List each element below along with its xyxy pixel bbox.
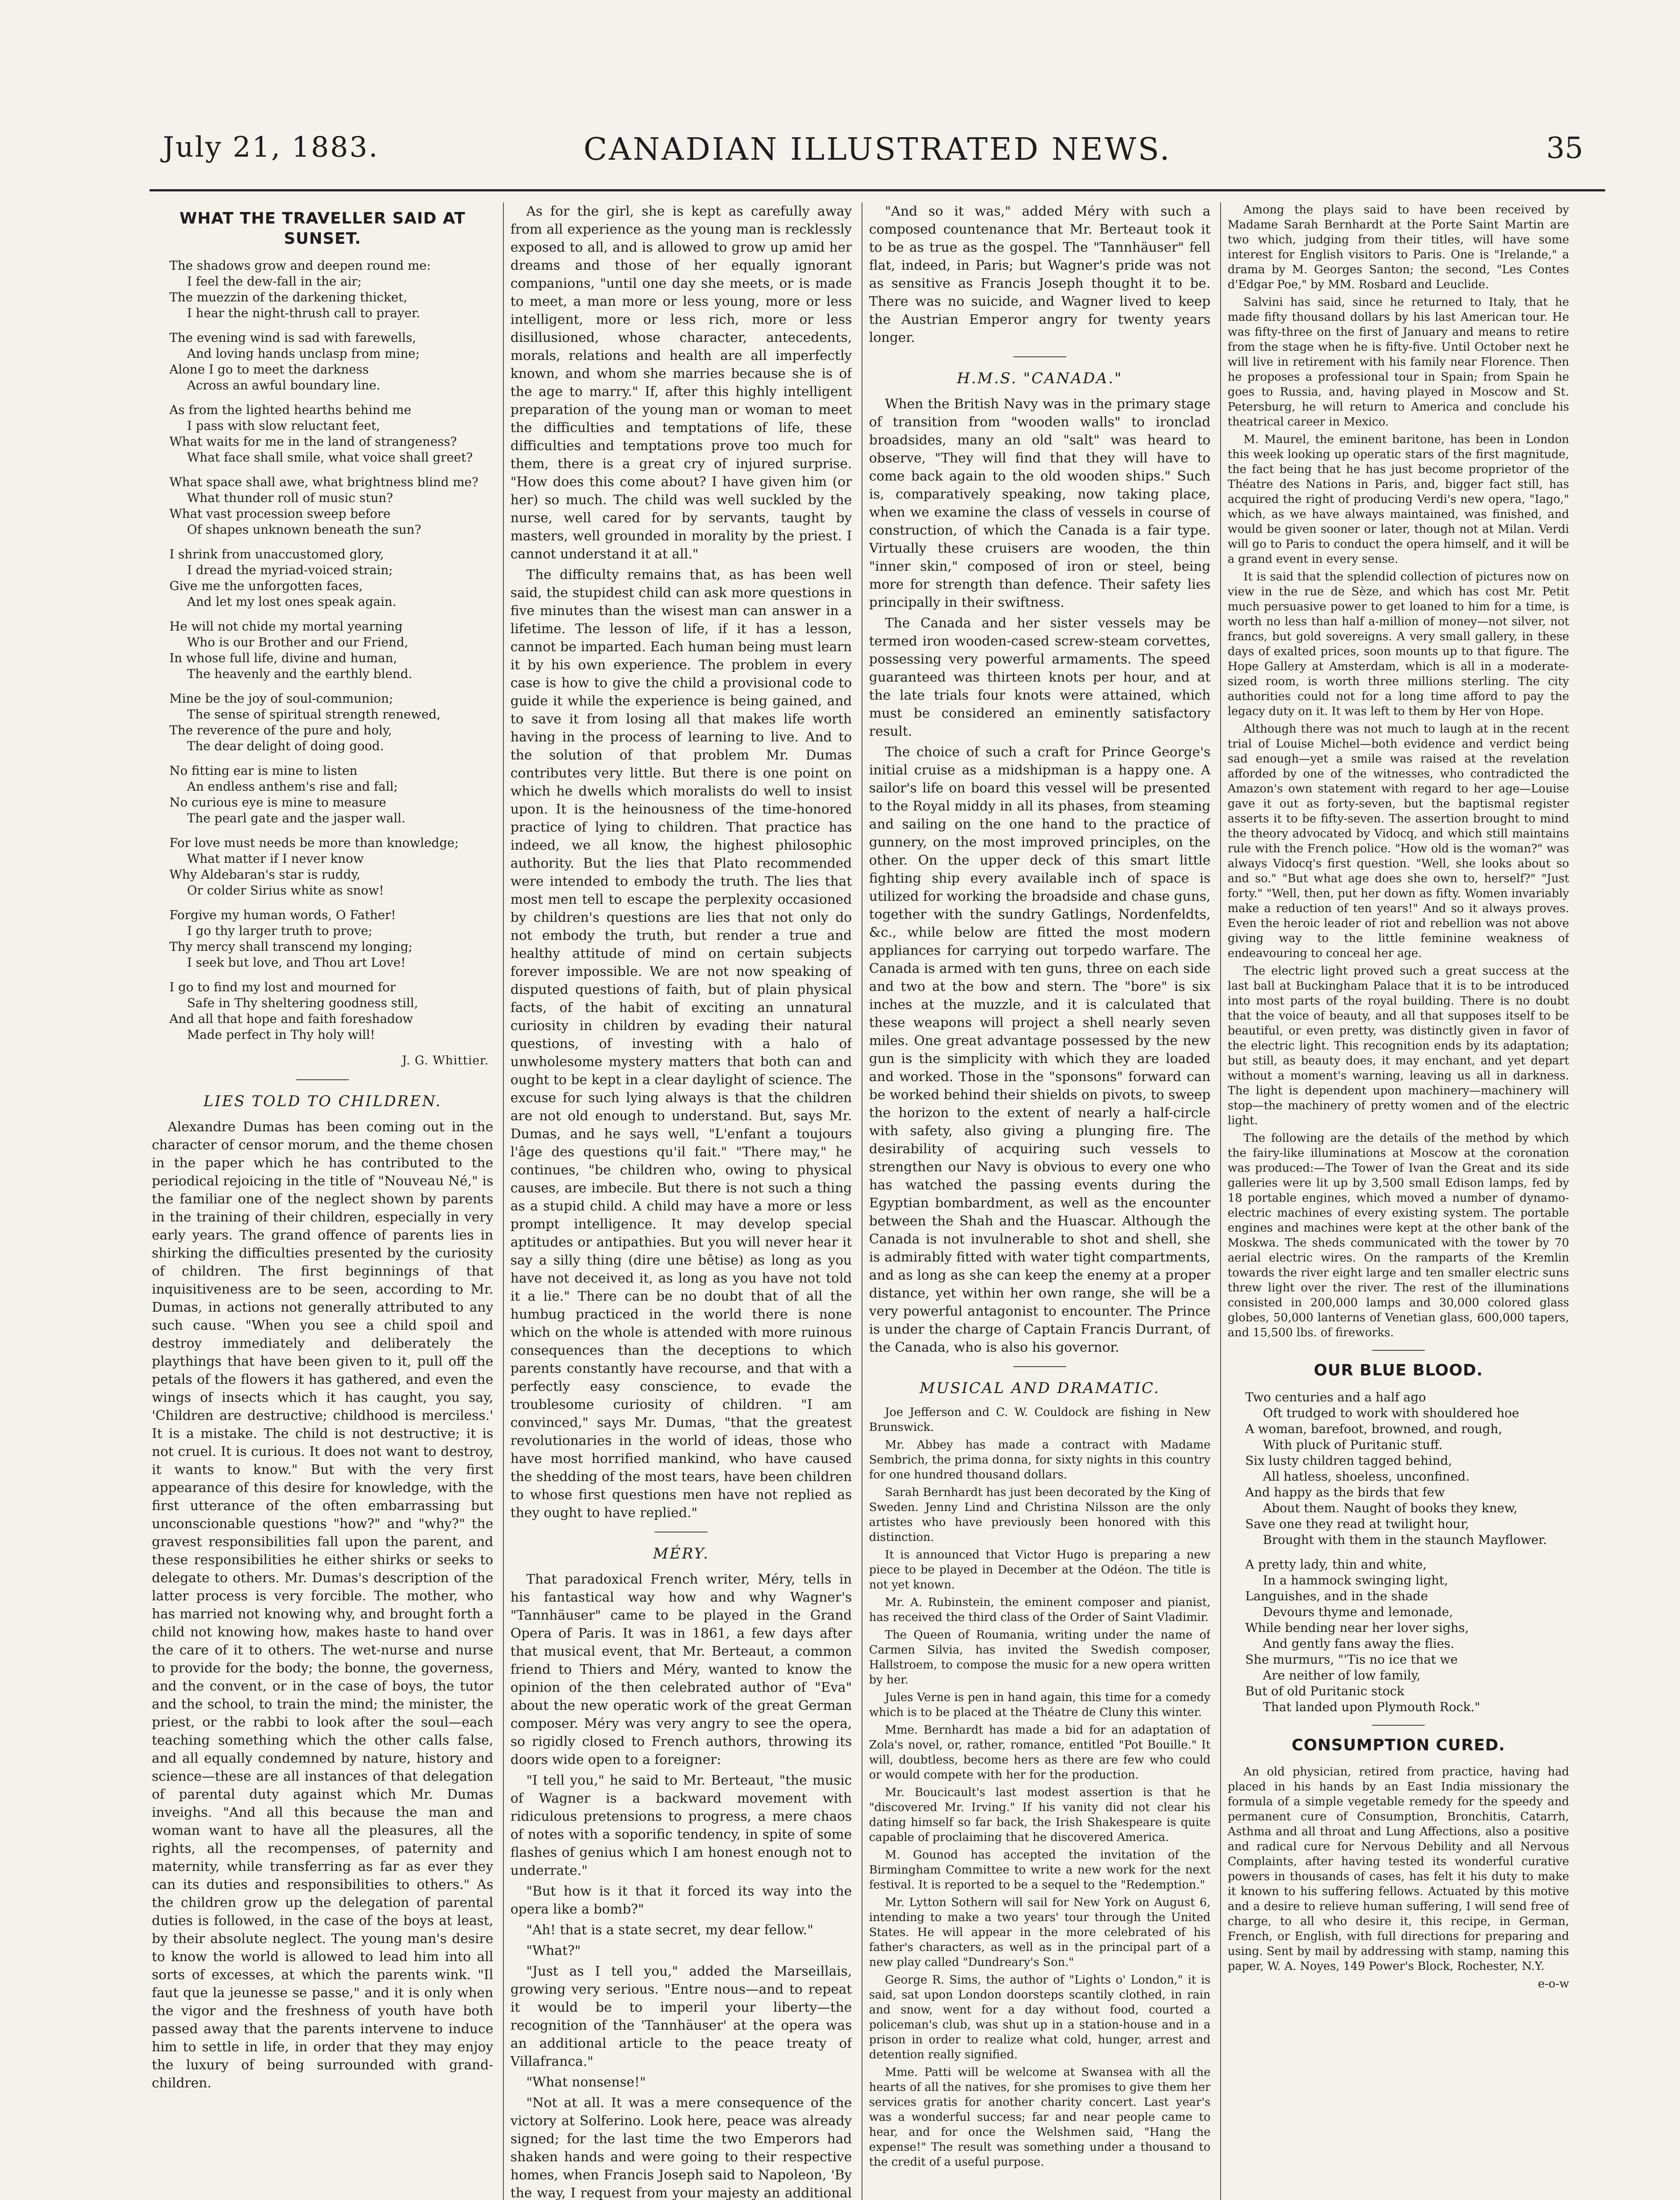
poem-line: With pluck of Puritanic stuff.	[1263, 1437, 1443, 1452]
column-4-notes	[1228, 202, 1569, 1340]
poem-line: Two centuries and a half ago	[1245, 1390, 1426, 1404]
paragraph: "What nonsense!"	[526, 2075, 646, 2090]
poem-line: Mine be the joy of soul-communion;	[169, 691, 393, 706]
article-body-mery	[510, 1570, 852, 2200]
paragraph: Although there was not much to laugh at in the recent trial of Louise Michel—both evidence and verdict being sad enough—yet a smile was raised at the revelation afforded by one of the witnesses, who contradicted the Amazon's own statement with regard to her age—Louise gave it out as forty-seven, but the baptismal register asserts it to be fifty-seven. The assertion brought to mind the theory advocated by Vidocq, and which still maintains rule with the French police. "How old is the woman?" was always Vidocq's first question. "Well, she looks about so and so." "But what age does she own to, herself?" "Just forty." "Well, then, put her down as fifty. Women invariably make a reduction of ten years!" And so it always proves. Even the heroic leader of riot and rebellion was not above giving way to the little feminine weakness of endeavouring to conceal her age.	[1228, 722, 1569, 960]
article-continuation-lies	[510, 202, 852, 1522]
paragraph: Sarah Bernhardt has just been decorated by the King of Sweden. Jenny Lind and Christina Nilsson are the only artistes who have previously been honored with this distinction.	[869, 1486, 1210, 1544]
poem-line: All hatless, shoeless, unconfined.	[1263, 1469, 1470, 1484]
poem-line: Who is our Brother and our Friend,	[187, 635, 408, 649]
header-rule	[150, 189, 1605, 191]
poem-stanza	[169, 835, 493, 898]
poem-line: What vast procession sweep before	[169, 506, 391, 521]
poem-line: The heavenly and the earthly blend.	[187, 667, 412, 681]
advert-title: CONSUMPTION CURED.	[1291, 1736, 1505, 1754]
poem-line: I feel the dew-fall in the air;	[187, 274, 362, 289]
poem-line: But of old Puritanic stock	[1245, 1684, 1405, 1698]
poem-line: What thunder roll of music stun?	[187, 491, 393, 505]
paragraph: "But how is it that it forced its way into the opera like a bomb?"	[510, 1884, 852, 1917]
paragraph: "I tell you," he said to Mr. Berteaut, "the music of Wagner is a backward movement with ridiculous pretensions to progress, a mere chaos of notes with a soporific tendency, in spite of some flashes of genius which I am honest enough not to underrate."	[510, 1773, 852, 1878]
poem-line: A woman, barefoot, browned, and rough,	[1245, 1422, 1502, 1436]
paragraph: The choice of such a craft for Prince George's initial cruise as a midshipman is a happy one. A sailor's life on board this vessel will be presented to the Royal middy in all its phases, from steaming and sailing on the one hand to the practice of gunnery, on the most improved principles, on the other. On the upper deck of this smart little fighting ship every available inch of space is utilized for working the broadside and chase guns, together with the sundry Gatlings, Nordenfeldts, &c., while below are fitted the most modern appliances for carrying out torpedo warfare. The Canada is armed with ten guns, three on each side and two at the bow and stern. The "bore" is six inches at the muzzle, and it is calculated that these weapons will project a shell nearly seven miles. One great advantage possessed by the new gun is the simplicity with which they are loaded and worked. Those in the "sponsons" forward can be worked behind their shields on pivots, to sweep the horizon to the extent of nearly a half-circle with safety, also giving a plunging fire. The desirability of acquiring such vessels to strengthen our Navy is obvious to every one who has watched the passing events during the Egyptian bombardment, as well as the encounter between the Shah and the Huascar. Although the Canada is not invulnerable to shot and shell, she is admirably fitted with water tight compartments, and as long as she can keep the enemy at a proper distance, yet within her own range, she will be a very powerful antagonist to encounter. The Prince is under the charge of Captain Francis Durrant, of the Canada, who is also his governor.	[869, 744, 1210, 1355]
article-continuation-mery	[869, 202, 1210, 347]
poem-line: Forgive my human words, O Father!	[169, 908, 396, 922]
poem-stanza	[169, 907, 493, 971]
paragraph: Mr. Abbey has made a contract with Madame Sembrich, the prima donna, for sixty nights in this country for one hundred thousand dollars.	[869, 1438, 1210, 1481]
poem-line: About them. Naught of books they knew,	[1263, 1501, 1518, 1515]
article-title-mery: MÉRY.	[653, 1545, 710, 1562]
paragraph: As for the girl, she is kept as carefully away from all experience as the young man is recklessly exposed to all, and is allowed to grow up amid her dreams and those of her equally ignorant companions, "until one day she meets, or is made to meet, a man more or less young, more or less intelligent, more or less rich, more or less disillusioned, whose character, antecedents, morals, relations and health are all imperfectly known, and whom she marries because she is of the age to marry." If, after this highly intelligent preparation of the young man or woman to meet the difficulties and temptations of life, these difficulties and temptations prove too much for them, there is a great cry of injured surprise. "How does this come about? I have given him (or her) so much. The child was well suckled by the nurse, well cared for by servants, taught by masters, well grounded in morality by the priest. I cannot understand it at all."	[510, 204, 852, 562]
column-divider	[503, 202, 504, 2200]
poem-line: I hear the night-thrush call to prayer.	[187, 306, 420, 320]
article-body-lies	[152, 1118, 493, 2092]
poem-line: Languishes, and in the shade	[1245, 1589, 1428, 1603]
poem-line: That landed upon Plymouth Rock."	[1263, 1700, 1480, 1714]
poem-line: The pearl gate and the jasper wall.	[187, 811, 406, 825]
poem-stanza	[169, 258, 493, 321]
poem-line: Give me the unforgotten faces,	[169, 579, 363, 593]
poem-line: Of shapes unknown beneath the sun?	[187, 522, 422, 537]
poem-stanza	[169, 979, 493, 1043]
poem-line: Alone I go to meet the darkness	[169, 362, 369, 377]
poem-line: What face shall smile, what voice shall greet?	[187, 450, 473, 465]
poem-stanza	[169, 546, 493, 610]
poem-line: What space shall awe, what brightness blind me?	[169, 475, 479, 489]
paragraph: Mr. Lytton Sothern will sail for New York on August 6, intending to make a two years' tour through the United States. He will appear in the more celebrated of his father's characters, as well as in the principal part of a new play called "Dundreary's Son."	[869, 1896, 1210, 1969]
poem-line: She murmurs, "'Tis no ice that we	[1245, 1652, 1458, 1667]
poem-line: In a hammock swinging light,	[1263, 1573, 1448, 1588]
poem-line: Oft trudged to work with shouldered hoe	[1263, 1406, 1519, 1420]
poem-line: He will not chide my mortal yearning	[169, 619, 403, 634]
poem-stanza	[169, 402, 493, 466]
issue-date: July 21, 1883.	[163, 131, 379, 164]
paragraph: The electric light proved such a great success at the last ball at Buckingham Palace that it is to be introduced into most parts of the royal building. There is no doubt that the voice of beauty, and all that supposes itself to be beautiful, or even pretty, was distinctly given in favor of the electric light. This recognition ends by its adaptation; but still, as beauty does, it may enchant, and yet depart without a moment's warning, leaving us all in darkness. The light is dependent upon machinery—machinery will stop—the machinery of pretty women and of the electric light.	[1228, 964, 1569, 1127]
poem-stanza	[169, 619, 493, 682]
poem-line: And gently fans away the flies.	[1263, 1636, 1455, 1651]
section-divider	[1013, 356, 1066, 357]
paragraph: Mme. Patti will be welcome at Swansea with all the hearts of all the natives, for she promises to give them her services gratis for another charity concert. Last year's was a wonderful success; far and near people came to hear, and for once the Welshmen said, "Hang the expense!" The result was something under a thousand to the credit of a useful purpose.	[869, 2066, 1210, 2169]
section-divider	[655, 1532, 708, 1533]
poem-line: No curious eye is mine to measure	[169, 795, 386, 810]
poem-line: The sense of spiritual strength renewed,	[187, 707, 441, 722]
paragraph: The difficulty remains that, as has been well said, the stupidest child can ask more questions in five minutes than the wisest man can answer in a lifetime. The lesson of life, if it has a lesson, cannot be imparted. Each human being must learn it by his own experience. The problem in every case is how to give the child a provisional code to guide it while the experience is being gained, and to save it from losing all that makes life worth having in the process of learning to live. And to the solution of that problem Mr. Dumas contributes very little. But there is one point on which he dwells which moralists do well to insist upon. It is the heinousness of the time-honored practice of lying to children. That practice has indeed, we all know, the highest philosophic authority. But the lies that Plato recommended were intended to embody the truth. The lies that most men tell to escape the perplexity occasioned by children's questions are lies that not only do not embody the truth, but render a true and healthy attitude of mind on certain subjects forever impossible. We are not now speaking of disputed questions of faith, but of plain physical facts, of the habit of exciting an unnatural curiosity in children by evading their natural questions, of investing with a halo of unwholesome mystery matters that both can and ought to be kept in a clear daylight of science. The excuse for such lying always is that the children are not old enough to understand. But, says Mr. Dumas, and he says well, "L'enfant a toujours l'âge des questions qu'il fait." "There may," he continues, "be children who, owing to physical causes, are imbecile. But there is not such a thing as a stupid child. A child may have a more or less prompt intelligence. It may develop special aptitudes or antipathies. But you will never hear it say a silly thing (dire une bêtise) as long as you have not deceived it, as long as you have not told it a lie." There can be no doubt that of all the humbug practiced in the world there is none which on the whole is attended with more ruinous consequences than the deceptions to which parents constantly have recourse, and that with a perfectly easy conscience, to evade the troublesome curiosity of children. "I am convinced," says Mr. Dumas, "that the greatest revolutionaries in the world of ideas, those who have most horrified mankind, who have caused the shedding of the most tears, have been children to whose first questions men have not replied as they ought to have replied."	[510, 567, 852, 1521]
poem-line: What matter if I never know	[187, 851, 364, 866]
column-2	[510, 202, 852, 2200]
section-divider	[1372, 1725, 1425, 1726]
poem-line: For love must needs be more than knowledge;	[169, 836, 459, 850]
poem-line: As from the lighted hearths behind me	[169, 403, 411, 417]
poem-line: Are neither of low family,	[1263, 1668, 1421, 1683]
poem-line: Why Aldebaran's star is ruddy,	[169, 867, 360, 882]
poem-line: I seek but love, and Thou art Love!	[187, 955, 406, 970]
section-divider	[296, 1079, 349, 1080]
poem-line: And loving hands unclasp from mine;	[187, 346, 420, 361]
paragraph: "And so it was," added Méry with such a composed countenance that Mr. Berteaut took it to be as true as the gospel. The "Tannhäuser" fell flat, indeed, in Paris; but Wagner's pride was not as sensitive as Francis Joseph thought it to be. There was no suicide, and Wagner lived to keep the Austrian Emperor angry for twenty years longer.	[869, 204, 1210, 345]
poem-line: The muezzin of the darkening thicket,	[169, 290, 407, 304]
paragraph: The Queen of Roumania, writing under the name of Carmen Silvia, has invited the Swedish composer, Hallstroem, to compose the music for a new opera written by her.	[869, 1628, 1210, 1687]
poem-title-blue-blood: OUR BLUE BLOOD.	[1313, 1361, 1483, 1379]
poem-line: In whose full life, divine and human,	[169, 651, 397, 665]
poem-line: Safe in Thy sheltering goodness still,	[187, 996, 418, 1010]
paragraph: "Not at all. It was a mere consequence of the victory at Solferino. Look here, peace was already signed; for the last time the two Emperors had shaken hands and were going to their respective homes, when Francis Joseph said to Napoleon, 'By the way, I request from your majesty an additional	[510, 2095, 852, 2200]
advert-code: e-o-w	[1538, 1977, 1569, 1991]
poem-stanza	[1245, 1390, 1569, 1548]
page-number: 35	[1546, 131, 1583, 165]
poem-line: And all that hope and faith foreshadow	[169, 1012, 413, 1026]
advert-body: An old physician, retired from practice, having had placed in his hands by an East India missionary the formula of a simple vegetable remedy for the speedy and permanent cure of Consumption, Bronchitis, Catarrh, Asthma and all throat and Lung Affections, also a positive and radical cure for Nervous Debility and all Nervous Complaints, after having tested its wonderful curative powers in thousands of cases, has felt it his duty to make it known to his suffering fellows. Actuated by this motive and a desire to relieve human suffering, I will send free of charge, to all who desire it, this recipe, in German, French, or English, with full directions for preparing and using. Sent by mail by addressing with stamp, naming this paper, W. A. Noyes, 149 Power's Block, Rochester, N.Y.	[1228, 1765, 1569, 1973]
paragraph: George R. Sims, the author of "Lights o' London," it is said, sat upon London doorsteps scantily clothed, in rain and snow, went for a day without food, courted a policeman's club, was shut up in a station-house and in a prison in order to realize what cold, hunger, arrest and detention really signified.	[869, 1973, 1210, 2061]
poem-body-blue-blood	[1228, 1390, 1569, 1715]
section-title-musical: MUSICAL AND DRAMATIC.	[919, 1379, 1160, 1397]
paragraph: When the British Navy was in the primary stage of transition from "wooden walls" to ironclad broadsides, many an old "salt" was heard to observe, "They will find that they will have to come back again to the old wooden ships." Such is, comparatively speaking, now taking place, when we examine the class of vessels in course of construction, of which the Canada is a fair type. Virtually these cruisers are wooden, the thin "inner skin," composed of iron or steel, being more for strength than defence. Their safety lies principally in their swiftness.	[869, 396, 1210, 610]
section-divider	[1013, 1366, 1066, 1367]
poem-line: Thy mercy shall transcend my longing;	[169, 939, 413, 954]
poem-title: WHAT THE TRAVELLER SAID AT SUNSET.	[180, 209, 466, 248]
paragraph: Alexandre Dumas has been coming out in the character of censor morum, and the theme chosen in the paper which he has contributed to the periodical rejoicing in the title of "Nouveau Né," is the familiar one of the neglect shown by parents in the training of their children, especially in very early years. The grand offence of parents lies in shirking the difficulties presented by the curiosity of children. The first beginnings of that inquisitiveness are to be seen, according to Mr. Dumas, in actions not generally attributed to any such cause. "When you see a child spoil and destroy immediately and deliberately the playthings that have been given to it, pull off the petals of the flowers it has gathered, and even the wings of insects which it has caught, you say, 'Children are destructive; childhood is merciless.' It is a mistake. The child is not destructive; it is not cruel. It is curious. It does not want to destroy, it wants to know." But with the very first appearance of this desire for knowledge, with the first utterance of the often embarrassing but unconscionable questions "how?" and "why?" the gravest responsibilities fall upon the parent, and these responsibilities he either shirks or seeks to delegate to others. Mr. Dumas's description of the latter process is very forcible. The mother, who has married not knowing why, and brought forth a child not knowing how, makes haste to hand over the care of it to others. The wet-nurse and nurse to provide for the body; the bonne, the governess, and the convent, or in the case of boys, the tutor and the school, to train the mind; the minister, the priest, or the rabbi to look after the soul—each teaching something which the other calls false, and all equally condemned by nature, history and science—these are all instances of that delegation of parental duty against which Mr. Dumas inveighs. "And all this because the man and woman want to have all the pleasures, all the rights, all the recompenses, of paternity and maternity, while transferring as far as ever they can its duties and responsibilities to others." As the children grow up the delegation of parental duties is followed, in the case of the boys at least, by their absolute neglect. The young man's desire to know the world is allowed to lead him into all sorts of excesses, at which the parents wink. "Il faut que la jeunesse se passe," and it is only when the vigor and the freshness of youth have both passed away that the parents intervene to induce him to settle in life, in order that they may enjoy the luxury of being surrounded with grand-children.	[152, 1119, 493, 2091]
poem-line: Made perfect in Thy holy will!	[187, 1027, 375, 1042]
article-title-lies: LIES TOLD TO CHILDREN.	[203, 1093, 442, 1110]
paragraph: Among the plays said to have been received by Madame Sarah Bernhardt at the Porte Saint Martin are two which, judging from their titles, will have some interest for English visitors to Paris. One is "Irelande," a drama by M. Georges Santon; the second, "Les Contes d'Edgar Poe," by MM. Rosbard and Leuclide.	[1228, 203, 1569, 291]
poem-line: I dread the myriad-voiced strain;	[187, 563, 393, 577]
page-header	[150, 128, 1605, 180]
poem-line: Devours thyme and lemonade,	[1263, 1605, 1453, 1619]
paragraph: M. Maurel, the eminent baritone, has been in London this week looking up operatic stars of the first magnitude, the fact being that he has just become proprietor of the Théatre des Nations in Paris, and, bigger fact still, has acquired the right of producing Verdi's new opera, "Iago," which, as we have always maintained, was finished, and would be given sooner or later, though not at Milan. Verdi will go to Paris to conduct the opera himself, and it will be a grand event in every sense.	[1228, 433, 1569, 566]
poem-author: J. G. Whittier.	[402, 1054, 489, 1067]
poem-line: What waits for me in the land of strangeness?	[169, 434, 457, 449]
poem-line: A pretty lady, thin and white,	[1245, 1557, 1427, 1572]
poem-stanza	[169, 330, 493, 393]
section-body-musical	[869, 1405, 1210, 2170]
article-title-canada: H.M.S. "CANADA."	[957, 370, 1123, 387]
section-divider	[1372, 1350, 1425, 1351]
column-divider	[1220, 202, 1221, 2200]
paragraph: It is announced that Victor Hugo is preparing a new piece to be played in December at the Odéon. The title is not yet known.	[869, 1548, 1210, 1591]
paragraph: Mr. A. Rubinstein, the eminent composer and pianist, has received the third class of the Order of Saint Vladimir.	[869, 1596, 1210, 1624]
poem-body	[152, 258, 493, 1043]
paragraph: "Just as I tell you," added the Marseillais, growing very serious. "Entre nous—and to repeat it would be to imperil your liberty—the recognition of the 'Tannhäuser' at the opera was an additional article to the peace treaty of Villafranca."	[510, 1964, 852, 2069]
paragraph: Salvini has said, since he returned to Italy, that he made fifty thousand dollars by his last American tour. He was fifty-three on the first of January and means to retire from the stage when he is fifty-five. Until October next he will live in retirement with his family near Florence. Then he proposes a professional tour in Spain; from Spain he goes to Russia, and, having played in Moscow and St. Petersburg, he will return to America and conclude his theatrical career in Mexico.	[1228, 296, 1569, 429]
poem-line: The dear delight of doing good.	[187, 739, 384, 753]
column-1	[152, 202, 493, 2200]
poem-stanza	[169, 474, 493, 538]
poem-line: Save one they read at twilight hour,	[1245, 1517, 1469, 1531]
article-body-canada	[869, 395, 1210, 1357]
poem-line: I shrink from unaccustomed glory,	[169, 547, 384, 561]
poem-line: Across an awful boundary line.	[187, 378, 381, 392]
poem-stanza	[169, 691, 493, 754]
paragraph: That paradoxical French writer, Méry, tells in his fantastical way how and why Wagner's "Tannhäuser" came to be played in the Grand Opera of Paris. It was in 1861, a few days after that musical event, that Mr. Berteaut, a common friend to Thiers and Méry, wanted to know the opinion of the then celebrated author of "Eva" about the new operatic work of the great German composer. Méry was very angry to see the opera, so rigidly closed to French authors, throwing its doors wide open to a foreigner:	[510, 1572, 852, 1767]
poem-line: I pass with slow reluctant feet,	[187, 418, 380, 433]
paragraph: The Canada and her sister vessels may be termed iron wooden-cased screw-steam corvettes, possessing very powerful armaments. The speed guaranteed was thirteen knots per hour, and at the late trials four knots were attained, which must be considered an eminently satisfactory result.	[869, 616, 1210, 739]
paragraph: Mr. Boucicault's last modest assertion is that he "discovered Mr. Irving." If his vanity did not clear his dating himself so far back, the Irish Shakespeare is quite capable of proclaiming that he discovered America.	[869, 1786, 1210, 1844]
column-4	[1228, 202, 1569, 2200]
paragraph: Jules Verne is pen in hand again, this time for a comedy which is to be placed at the Théatre de Cluny this winter.	[869, 1691, 1210, 1719]
paragraph: M. Gounod has accepted the invitation of the Birmingham Committee to write a new work for the next festival. It is reported to be a sequel to the "Redemption."	[869, 1848, 1210, 1892]
poem-line: The shadows grow and deepen round me:	[169, 258, 431, 273]
advert	[1228, 1764, 1569, 1991]
poem-stanza	[169, 763, 493, 826]
poem-line: The evening wind is sad with farewells,	[169, 330, 416, 345]
paragraph: Mme. Bernhardt has made a bid for an adaptation of Zola's novel, or, rather, romance, entitled "Pot Bouille." It will, doubtless, become hers as there are few who could or would compete with her for the production.	[869, 1723, 1210, 1782]
poem-line: And let my lost ones speak again.	[187, 594, 396, 609]
column-3	[869, 202, 1210, 2200]
poem-line: The reverence of the pure and holy,	[169, 723, 392, 737]
poem-line: And happy as the birds that few	[1245, 1485, 1445, 1500]
poem-stanza	[1245, 1557, 1569, 1715]
poem-line: Six lusty children tagged behind,	[1245, 1453, 1453, 1468]
poem-line: While bending near her lover sighs,	[1245, 1621, 1469, 1635]
masthead-title: CANADIAN ILLUSTRATED NEWS.	[583, 131, 1171, 167]
poem-line: I go thy larger truth to prove;	[187, 924, 373, 938]
poem-line: I go to find my lost and mourned for	[169, 980, 396, 994]
poem-line: An endless anthem's rise and fall;	[187, 779, 398, 794]
poem-line: Brought with them in the staunch Mayflower.	[1263, 1533, 1547, 1547]
paragraph: The following are the details of the method by which the fairy-like illuminations at Moscow at the coronation was produced:—The Tower of Ivan the Great and its side galleries were lit up by 3,500 small Edison lamps, fed by 18 portable engines, which moved a number of dynamo-electric machines of every existing system. The portable engines and machines were kept at the other bank of the Moskwa. The sheds communicated with the tower by 70 aerial electric wires. On the ramparts of the Kremlin towards the river eight large and ten smaller electric suns threw light over the river. The rest of the illuminations consisted in 200,000 lamps and 30,000 colored glass globes, 50,000 lanterns of Venetian glass, 600,000 tapers, and 15,500 lbs. of fireworks.	[1228, 1132, 1569, 1339]
paragraph: Joe Jefferson and C. W. Couldock are fishing in New Brunswick.	[869, 1406, 1210, 1434]
paragraph: It is said that the splendid collection of pictures now on view in the rue de Sèze, and which has cost Mr. Petit much persuasive power to get loaned to him for a time, is worth no less than half a-million of money—not silver, not francs, but gold sovereigns. A very small gallery, in these days of exalted prices, soon mounts up to that figure. The Hope Gallery at Amsterdam, which is all in a moderate-sized room, is worth three millions sterling. The city authorities could not for a long time afford to pay the legacy duty on it. It was left to them by Her von Hope.	[1228, 570, 1569, 718]
poem-line: No fitting ear is mine to listen	[169, 763, 358, 778]
paragraph: "Ah! that is a state secret, my dear fellow."	[526, 1922, 814, 1938]
poem-line: Or colder Sirius white as snow!	[187, 883, 384, 898]
paragraph: "What?"	[526, 1943, 581, 1958]
